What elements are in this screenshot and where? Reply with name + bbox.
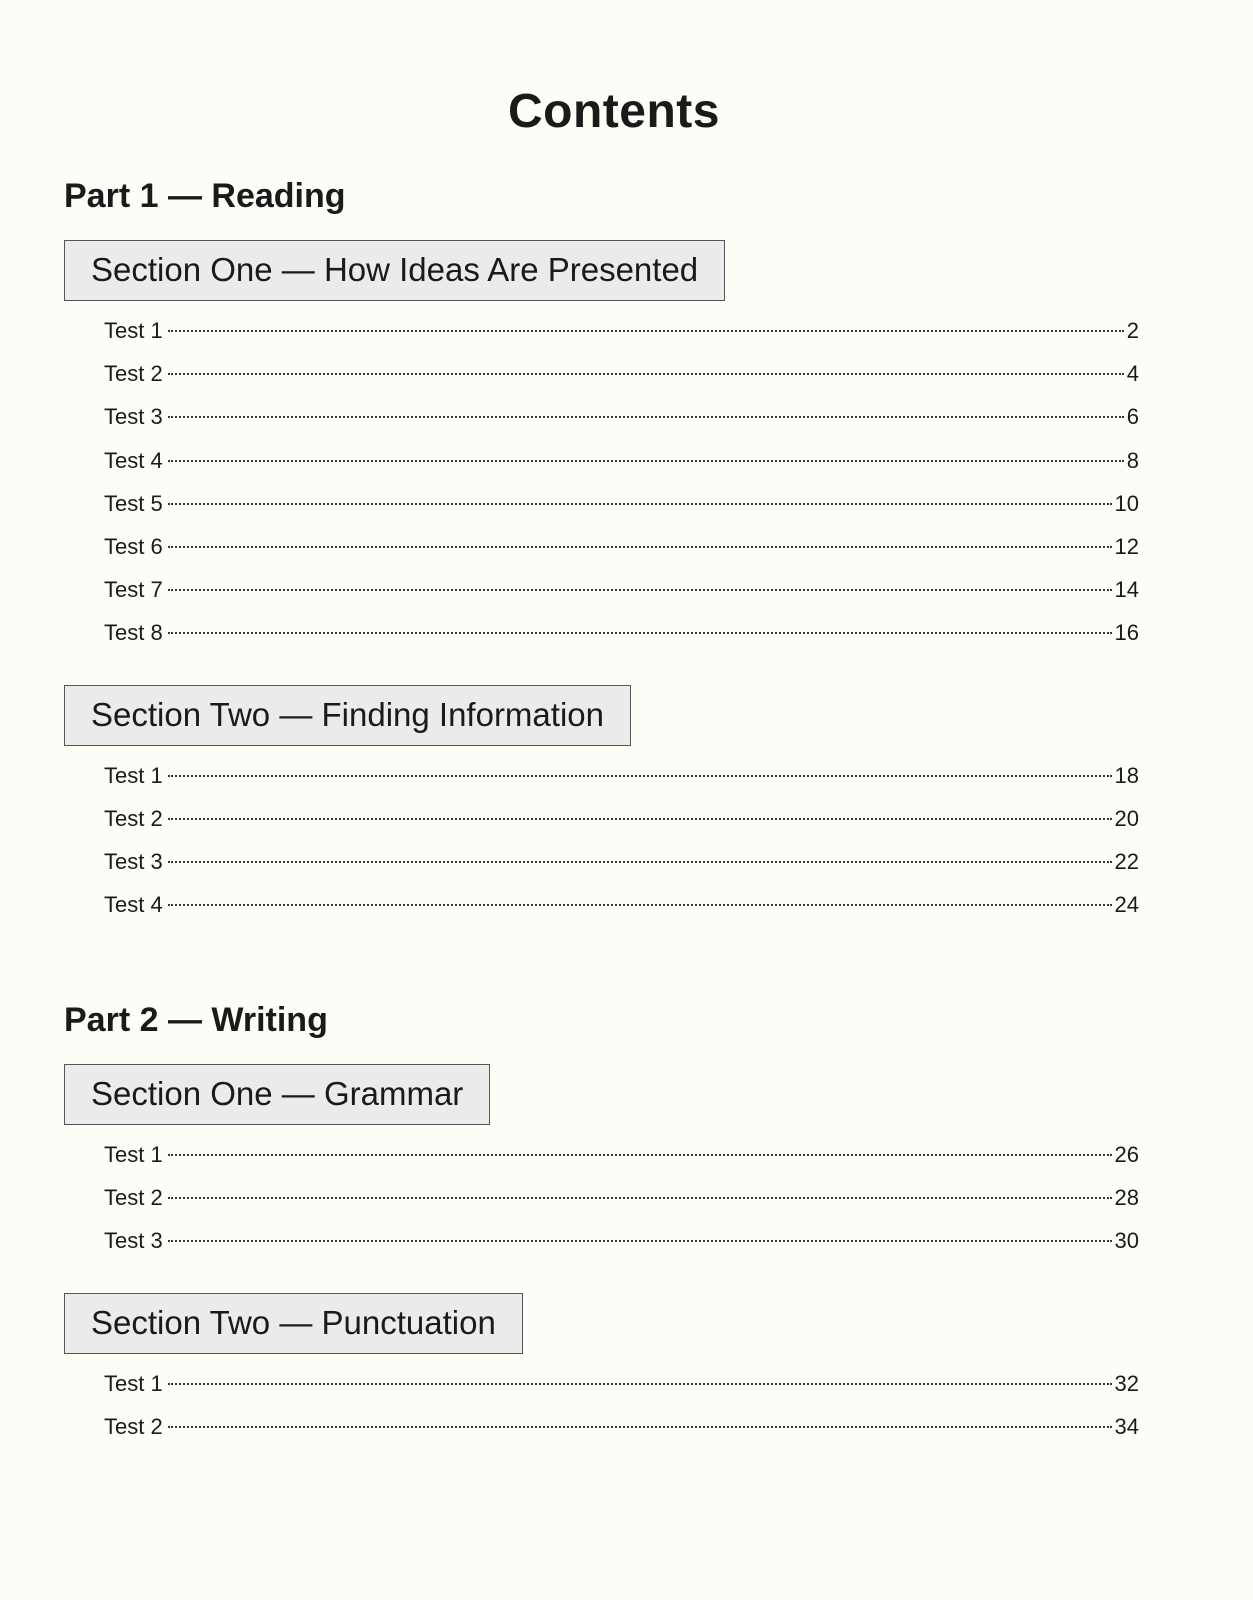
toc-entry[interactable] xyxy=(104,797,1139,840)
dot-leader xyxy=(168,861,1112,863)
toc-entry[interactable] xyxy=(104,754,1139,797)
toc-entry-page: 30 xyxy=(1114,1228,1139,1254)
toc-entry-label: Test 6 xyxy=(104,533,163,559)
toc-list xyxy=(64,1362,1139,1448)
toc-entry[interactable] xyxy=(104,482,1139,525)
toc-entry-page: 6 xyxy=(1126,404,1139,430)
dot-leader xyxy=(168,503,1112,505)
dot-leader xyxy=(168,589,1112,591)
toc-entry-page: 16 xyxy=(1114,620,1139,646)
toc-list xyxy=(64,754,1139,927)
page-title: Contents xyxy=(508,85,720,138)
toc-entry-page: 8 xyxy=(1126,447,1139,473)
part-title: Part 2 — Writing xyxy=(64,1001,328,1039)
toc-entry-page: 28 xyxy=(1114,1185,1139,1211)
toc-entry-page: 20 xyxy=(1114,805,1139,831)
dot-leader xyxy=(168,1240,1112,1242)
toc-list xyxy=(64,1133,1139,1263)
section-heading: Section One — How Ideas Are Presented xyxy=(64,240,725,301)
section-punctuation xyxy=(64,1293,1139,1448)
toc-entry[interactable] xyxy=(104,525,1139,568)
dot-leader xyxy=(168,775,1112,777)
toc-entry-page: 32 xyxy=(1114,1370,1139,1396)
section-heading: Section Two — Punctuation xyxy=(64,1293,523,1354)
toc-entry-page: 14 xyxy=(1114,577,1139,603)
toc-entry-label: Test 4 xyxy=(104,447,163,473)
toc-entry[interactable] xyxy=(104,840,1139,883)
toc-entry-label: Test 3 xyxy=(104,404,163,430)
toc-entry[interactable] xyxy=(104,395,1139,438)
section-finding-information xyxy=(64,685,1139,927)
toc-entry[interactable] xyxy=(104,1176,1139,1219)
toc-entry-label: Test 5 xyxy=(104,490,163,516)
toc-entry-label: Test 7 xyxy=(104,577,163,603)
dot-leader xyxy=(168,460,1124,462)
toc-entry[interactable] xyxy=(104,568,1139,611)
toc-entry-label: Test 3 xyxy=(104,848,163,874)
dot-leader xyxy=(168,373,1124,375)
toc-entry-label: Test 3 xyxy=(104,1228,163,1254)
toc-entry-page: 26 xyxy=(1114,1142,1139,1167)
part-reading xyxy=(64,174,1139,926)
toc-entry-label: Test 2 xyxy=(104,361,163,387)
dot-leader xyxy=(168,632,1112,634)
toc-entry[interactable] xyxy=(104,1219,1139,1262)
section-heading: Section One — Grammar xyxy=(64,1064,490,1125)
toc-entry-label: Test 2 xyxy=(104,1413,163,1439)
dot-leader xyxy=(168,546,1112,548)
toc-entry-label: Test 1 xyxy=(104,1142,163,1167)
toc-entry-page: 34 xyxy=(1114,1413,1139,1439)
part-writing xyxy=(64,998,1139,1448)
toc-entry-label: Test 4 xyxy=(104,892,163,918)
dot-leader xyxy=(168,1197,1112,1199)
toc-entry-label: Test 1 xyxy=(104,762,163,788)
dot-leader xyxy=(168,1426,1112,1428)
toc-entry-label: Test 8 xyxy=(104,620,163,646)
toc-entry-page: 2 xyxy=(1126,318,1139,343)
dot-leader xyxy=(168,818,1112,820)
toc-entry-page: 10 xyxy=(1114,490,1139,516)
toc-entry[interactable] xyxy=(104,352,1139,395)
toc-entry-page: 12 xyxy=(1114,533,1139,559)
toc-entry-label: Test 2 xyxy=(104,1185,163,1211)
section-heading: Section Two — Finding Information xyxy=(64,685,631,746)
toc-entry-label: Test 2 xyxy=(104,805,163,831)
toc-entry-label: Test 1 xyxy=(104,1370,163,1396)
toc-entry[interactable] xyxy=(104,439,1139,482)
toc-entry[interactable] xyxy=(104,611,1139,654)
toc-entry[interactable] xyxy=(104,1362,1139,1405)
toc-entry[interactable] xyxy=(104,309,1139,352)
toc-entry-page: 22 xyxy=(1114,848,1139,874)
part-title: Part 1 — Reading xyxy=(64,177,346,215)
dot-leader xyxy=(168,904,1112,906)
dot-leader xyxy=(168,1383,1112,1385)
toc-entry-page: 4 xyxy=(1126,361,1139,387)
toc-list xyxy=(64,309,1139,655)
toc-entry-page: 18 xyxy=(1114,762,1139,788)
toc-entry[interactable] xyxy=(104,883,1139,926)
dot-leader xyxy=(168,416,1124,418)
dot-leader xyxy=(168,1154,1112,1156)
toc-entry[interactable] xyxy=(104,1405,1139,1448)
toc-entry-page: 24 xyxy=(1114,892,1139,918)
section-how-ideas-are-presented xyxy=(64,240,1139,655)
section-grammar xyxy=(64,1064,1139,1263)
toc-entry-label: Test 1 xyxy=(104,318,163,343)
toc-entry[interactable] xyxy=(104,1133,1139,1176)
dot-leader xyxy=(168,330,1124,332)
